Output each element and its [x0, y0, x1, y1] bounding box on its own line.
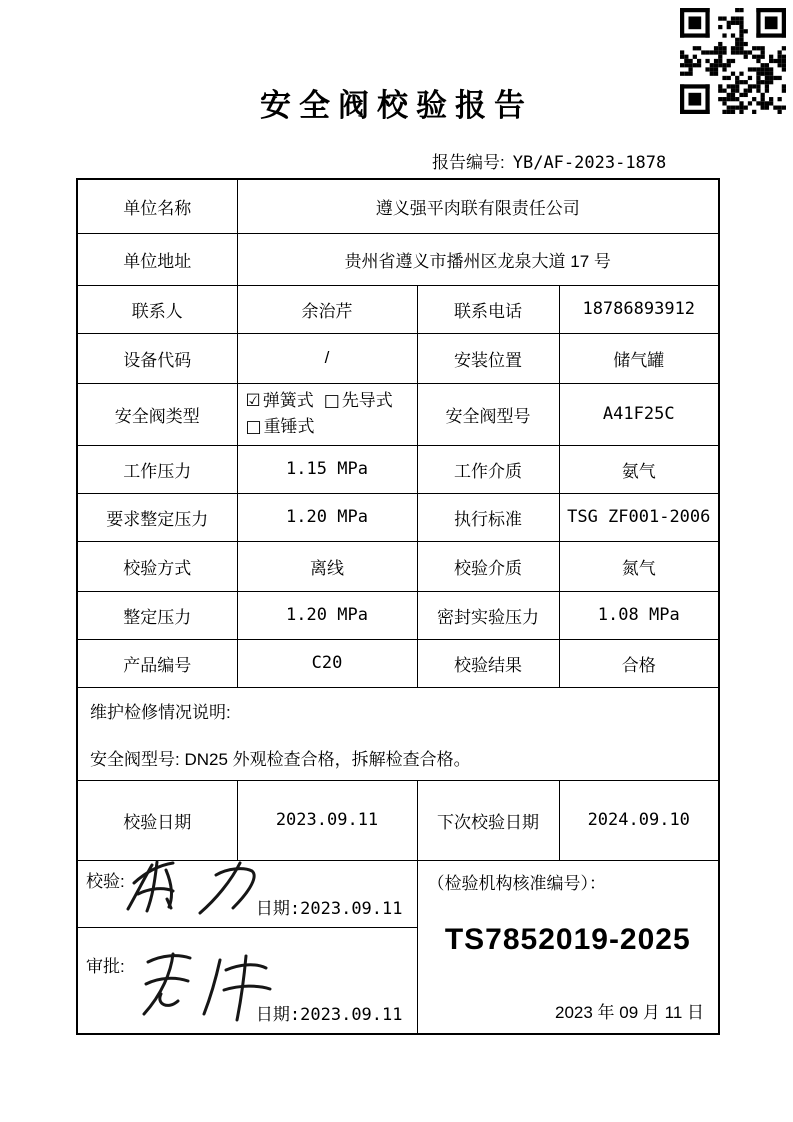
agency-date: 2023 年 09 月 11 日 — [555, 1003, 704, 1022]
working-medium-label: 工作介质 — [417, 445, 559, 493]
row-verifier-signature — [77, 860, 719, 927]
verify-method-label: 校验方式 — [77, 541, 237, 591]
valve-model-value: A41F25C — [559, 383, 719, 445]
unit-name-value: 遵义强平肉联有限责任公司 — [237, 179, 719, 233]
next-verify-date-label: 下次校验日期 — [417, 780, 559, 860]
standard-value: TSG ZF001-2006 — [559, 493, 719, 541]
verify-result-label: 校验结果 — [417, 639, 559, 687]
working-pressure-value: 1.15 MPa — [237, 445, 417, 493]
verifier-label: 校验: — [86, 871, 125, 891]
approver-date: 日期:2023.09.11 — [255, 1005, 403, 1025]
device-code-value: / — [237, 333, 417, 383]
row-unit-address — [77, 233, 719, 285]
maintenance-note-title: 维护检修情况说明: — [90, 702, 231, 722]
row-maintenance-note — [77, 687, 719, 780]
seal-test-pressure-label: 密封实验压力 — [417, 591, 559, 639]
row-verify-date — [77, 780, 719, 860]
row-verify-method — [77, 541, 719, 591]
approver-signature-cell — [77, 927, 417, 1034]
checkbox-weight-label: 重锤式 — [263, 417, 315, 436]
required-set-pressure-value: 1.20 MPa — [237, 493, 417, 541]
row-product-no — [77, 639, 719, 687]
phone-value: 18786893912 — [559, 285, 719, 333]
valve-model-label: 安全阀型号 — [417, 383, 559, 445]
valve-type-options — [237, 383, 417, 445]
verify-result-value: 合格 — [559, 639, 719, 687]
verify-date-label: 校验日期 — [77, 780, 237, 860]
set-pressure-value: 1.20 MPa — [237, 591, 417, 639]
verify-medium-label: 校验介质 — [417, 541, 559, 591]
product-no-value: C20 — [237, 639, 417, 687]
agency-approval-code: TS7852019-2025 — [444, 922, 691, 956]
unit-name-label: 单位名称 — [77, 179, 237, 233]
next-verify-date-value: 2024.09.10 — [559, 780, 719, 860]
required-set-pressure-label: 要求整定压力 — [77, 493, 237, 541]
install-location-value: 储气罐 — [559, 333, 719, 383]
unchecked-checkbox-icon: □ — [245, 417, 262, 437]
verify-medium-value: 氮气 — [559, 541, 719, 591]
valve-type-label: 安全阀类型 — [77, 383, 237, 445]
verifier-date: 日期:2023.09.11 — [255, 898, 403, 919]
product-no-label: 产品编号 — [77, 639, 237, 687]
set-pressure-label: 整定压力 — [77, 591, 237, 639]
unit-address-value: 贵州省遵义市播州区龙泉大道 17 号 — [237, 233, 719, 285]
row-required-set-pressure — [77, 493, 719, 541]
checkbox-pilot-type[interactable] — [324, 391, 393, 410]
row-valve-type — [77, 383, 719, 445]
phone-label: 联系电话 — [417, 285, 559, 333]
install-location-label: 安装位置 — [417, 333, 559, 383]
verify-date-value: 2023.09.11 — [237, 780, 417, 860]
checkbox-pilot-label: 先导式 — [341, 390, 393, 410]
row-device — [77, 333, 719, 383]
unit-address-label: 单位地址 — [77, 233, 237, 285]
row-working-pressure — [77, 445, 719, 493]
contact-label: 联系人 — [77, 285, 237, 333]
checked-checkbox-icon: ☑ — [245, 390, 261, 411]
working-medium-value: 氨气 — [559, 445, 719, 493]
contact-value: 余治芹 — [237, 285, 417, 333]
maintenance-note — [77, 687, 719, 780]
row-contact — [77, 285, 719, 333]
verify-method-value: 离线 — [237, 541, 417, 591]
report-number-label: 报告编号: — [432, 153, 505, 172]
report-number — [432, 148, 666, 173]
unchecked-checkbox-icon: □ — [323, 390, 340, 411]
working-pressure-label: 工作压力 — [77, 445, 237, 493]
device-code-label: 设备代码 — [77, 333, 237, 383]
approver-label: 审批: — [86, 956, 125, 976]
report-number-value: YB/AF-2023-1878 — [512, 153, 667, 173]
row-set-pressure — [77, 591, 719, 639]
row-unit-name — [77, 179, 719, 233]
verifier-signature-cell — [77, 860, 417, 927]
agency-title: （检验机构核准编号）： — [427, 873, 606, 893]
maintenance-note-content: 安全阀型号: DN25 外观检查合格，拆解检查合格。 — [90, 749, 471, 769]
standard-label: 执行标准 — [417, 493, 559, 541]
report-table — [76, 178, 720, 1035]
checkbox-weight-type[interactable] — [246, 417, 315, 436]
agency-cell — [417, 860, 719, 1034]
page-title: 安全阀校验报告 — [260, 88, 533, 123]
seal-test-pressure-value: 1.08 MPa — [559, 591, 719, 639]
checkbox-spring-label: 弹簧式 — [262, 390, 314, 410]
checkbox-spring-type[interactable] — [246, 391, 314, 410]
